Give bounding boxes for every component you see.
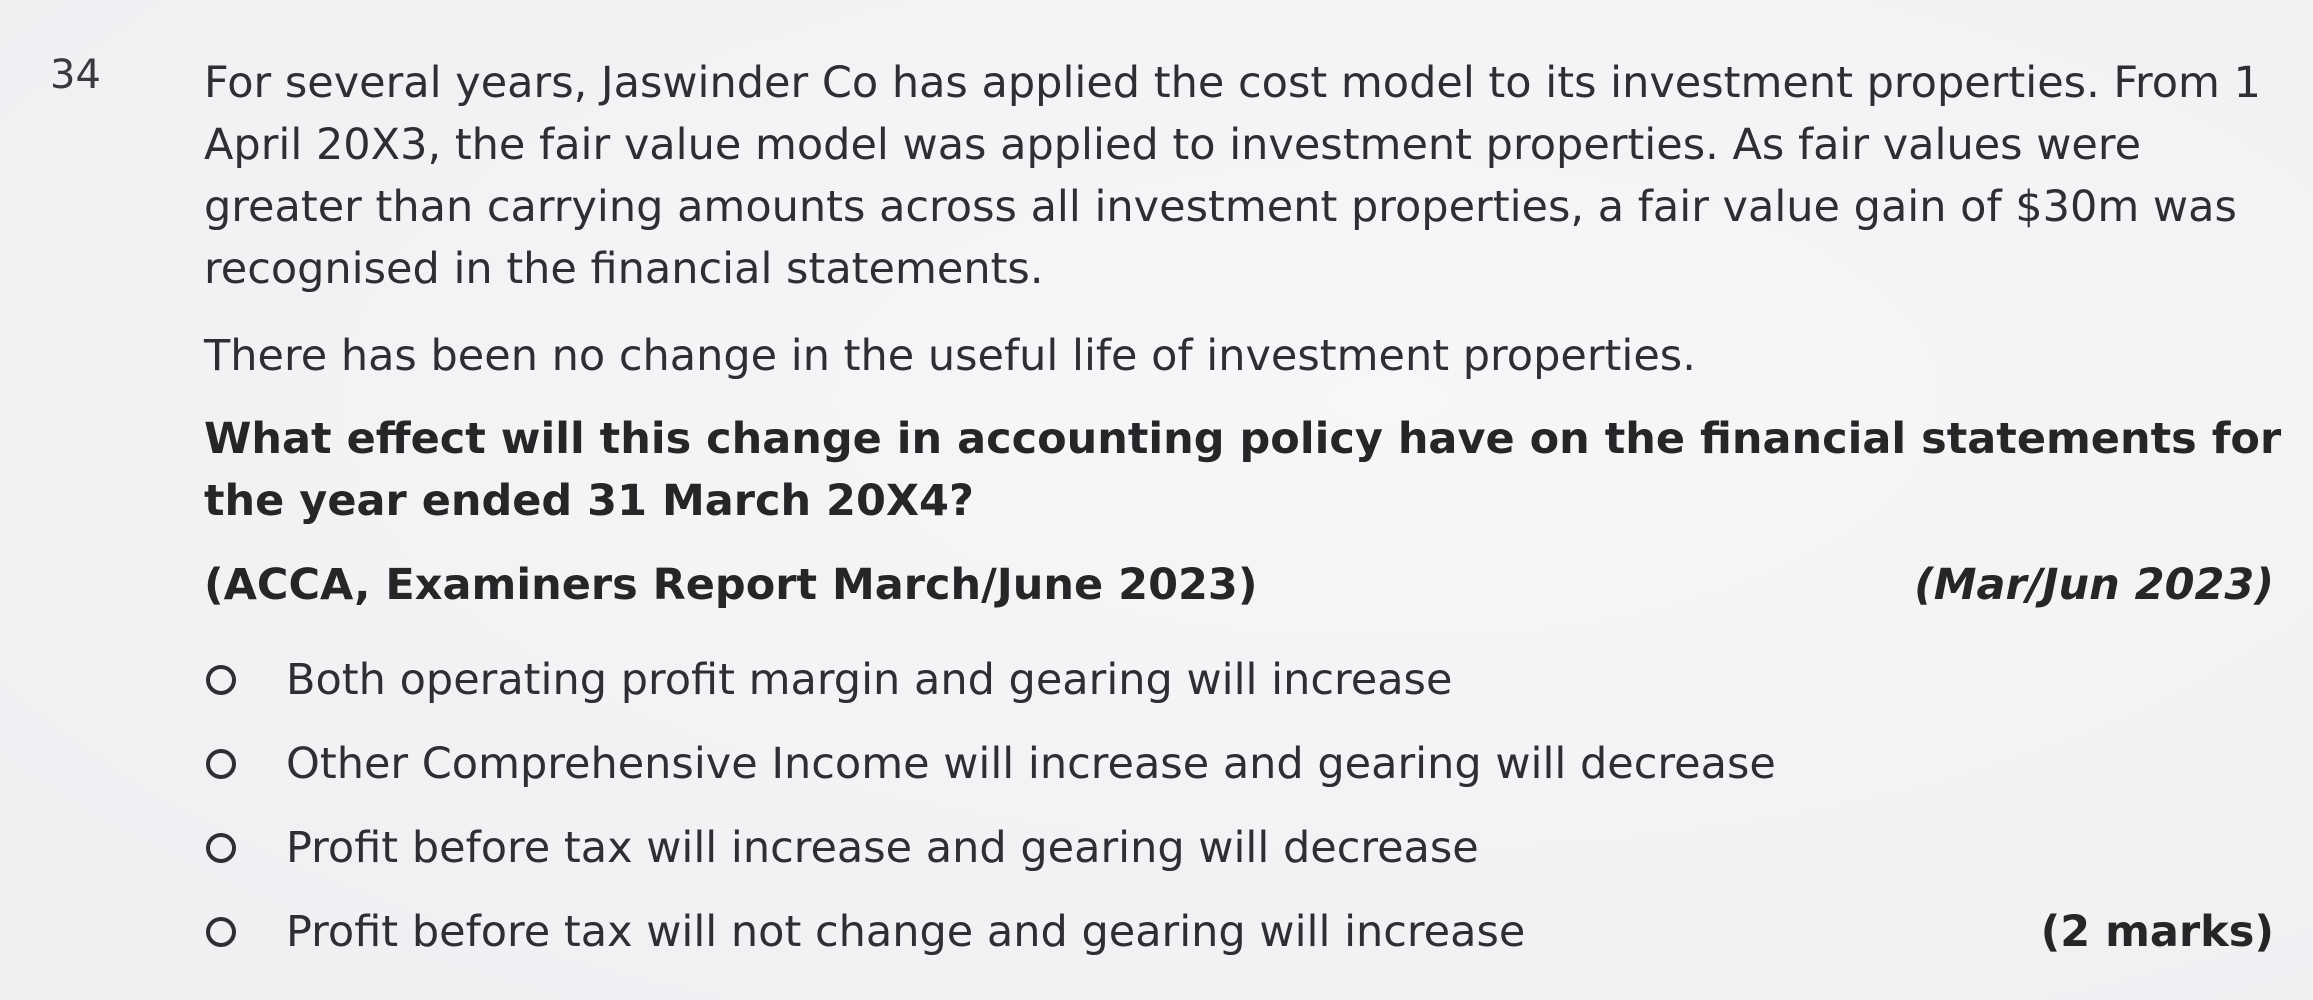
option-label: Profit before tax will increase and gearing will decrease — [286, 823, 1479, 873]
radio-button-icon[interactable] — [206, 833, 236, 863]
question-prompt: What effect will this change in accounting policy have on the financial statements for the year ended 31 March 20X4? — [204, 414, 2282, 526]
radio-button-icon[interactable] — [206, 749, 236, 779]
answer-option-d[interactable] — [204, 890, 2274, 974]
option-label: Both operating profit margin and gearing will increase — [286, 655, 1453, 705]
source-row — [204, 554, 2274, 616]
marks-label: (2 marks) — [2040, 907, 2274, 957]
question-scenario: For several years, Jaswinder Co has applied the cost model to its investment properties. From 1 April 20X3, the fair value model was applied to investment properties. As fair values were greater than carrying amounts across all investment properties, a fair value gain of $30m was recognised in the financial statements. — [204, 58, 2261, 294]
answer-options — [204, 638, 2274, 974]
answer-option-b[interactable] — [204, 722, 2274, 806]
exam-sitting: (Mar/Jun 2023) — [1914, 560, 2274, 610]
radio-button-icon[interactable] — [206, 917, 236, 947]
option-label: Profit before tax will not change and gearing will increase — [286, 907, 1526, 957]
answer-option-c[interactable] — [204, 806, 2274, 890]
option-label: Other Comprehensive Income will increase and gearing will decrease — [286, 739, 1776, 789]
radio-button-icon[interactable] — [206, 665, 236, 695]
answer-option-a[interactable] — [204, 638, 2274, 722]
source-reference: (ACCA, Examiners Report March/June 2023) — [204, 560, 1258, 610]
question-number: 34 — [50, 52, 101, 98]
question-note: There has been no change in the useful life of investment properties. — [204, 331, 1696, 381]
